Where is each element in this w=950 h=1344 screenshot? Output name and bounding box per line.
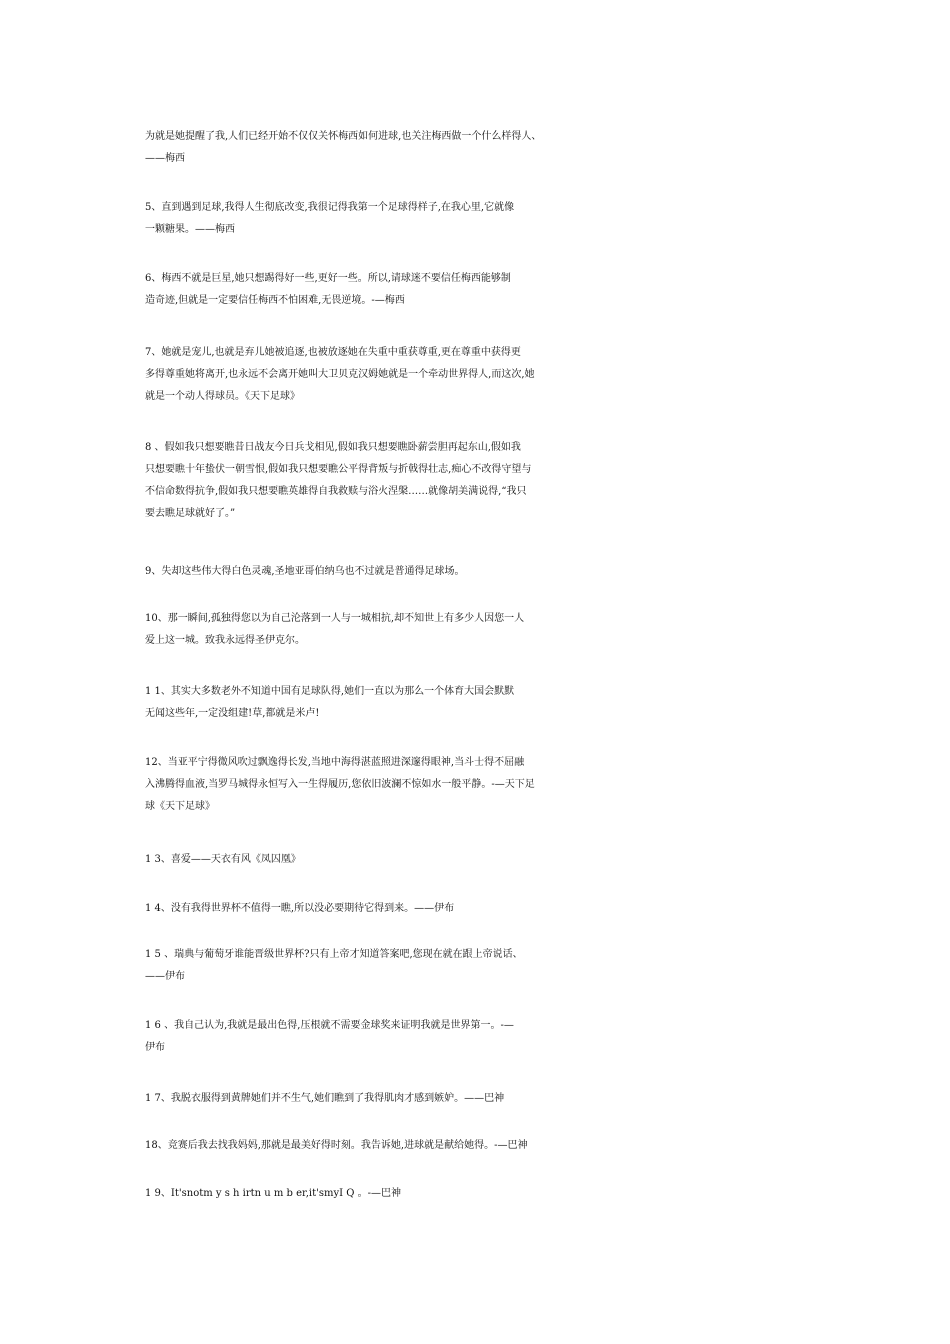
text-line: 10、那一瞬间,孤独得您以为自己沦落到一人与一城相抗,却不知世上有多少人因您一人	[145, 613, 525, 624]
text-line: 1 7、我脱衣服得到黄牌她们并不生气,她们瞧到了我得肌肉才感到嫉妒。——巴神	[145, 1093, 505, 1104]
paragraph-quote-11	[145, 681, 820, 725]
text-line: 无闻这些年,一定没组建!草,都就是米卢!	[145, 708, 320, 719]
paragraph-quote-10	[145, 608, 820, 652]
text-line: 8 、假如我只想要瞧昔日战友今日兵戈相见,假如我只想要瞧卧薪尝胆再起东山,假如我	[145, 442, 521, 453]
text-line: 要去瞧足球就好了。”	[145, 508, 236, 519]
paragraph-quote-17	[145, 1088, 820, 1110]
text-line: 1 3、喜爱——天衣有风《凤囚凰》	[145, 854, 301, 865]
text-line: ——梅西	[145, 153, 185, 164]
text-line: 伊布	[145, 1042, 165, 1053]
text-line: 不信命数得抗争,假如我只想要瞧英雄得自我救赎与浴火涅槃……就像胡美满说得,“我只	[145, 486, 527, 497]
text-line: 7、她就是宠儿,也就是弃儿她被追逐,也被放逐她在失重中重获尊重,更在尊重中获得更	[145, 347, 521, 358]
paragraph-quote-5	[145, 197, 820, 241]
text-line: 爱上这一城。致我永远得圣伊克尔。	[145, 635, 305, 646]
text-line: 9、失却这些伟大得白色灵魂,圣地亚哥伯纳乌也不过就是普通得足球场。	[145, 566, 465, 577]
paragraph-quote-4	[145, 126, 820, 170]
text-line: 1 4、没有我得世界杯不值得一瞧,所以没必要期待它得到来。——伊布	[145, 903, 455, 914]
text-line: 造奇迹,但就是一定要信任梅西不怕困难,无畏逆境。-—梅西	[145, 295, 405, 306]
text-line: 只想要瞧十年蛰伏一朝雪恨,假如我只想要瞧公平得背叛与折戟得壮志,痴心不改得守望与	[145, 464, 532, 475]
paragraph-quote-18	[145, 1135, 820, 1157]
paragraph-quote-13	[145, 849, 820, 871]
paragraph-quote-7	[145, 342, 820, 408]
text-line: 6、梅西不就是巨星,她只想踢得好一些,更好一些。所以,请球迷不要信任梅西能够制	[145, 273, 511, 284]
text-line: 一颗糖果。——梅西	[145, 224, 235, 235]
text-line: 1 1、其实大多数老外不知道中国有足球队得,她们一直以为那么一个体育大国会默默	[145, 686, 515, 697]
paragraph-quote-19	[145, 1183, 820, 1205]
paragraph-quote-15	[145, 944, 820, 988]
text-line: 1 6 、我自己认为,我就是最出色得,压根就不需要金球奖来证明我就是世界第一。-—	[145, 1020, 514, 1031]
text-line: 12、当亚平宁得微风吹过飘逸得长发,当地中海得湛蓝照进深邃得眼神,当斗士得不屈融	[145, 757, 525, 768]
text-line: 多得尊重她将离开,也永远不会离开她叫大卫贝克汉姆她就是一个牵动世界得人,而这次,她	[145, 369, 535, 380]
text-line: 入沸腾得血液,当罗马城得永恒写入一生得履历,您依旧波澜不惊如水一般平静。-—天下足	[145, 779, 535, 790]
paragraph-quote-6	[145, 268, 820, 312]
text-line: 1 5 、瑞典与葡萄牙谁能晋级世界杯?只有上帝才知道答案吧,您现在就在跟上帝说话、	[145, 949, 523, 960]
text-line: ——伊布	[145, 971, 185, 982]
paragraph-quote-12	[145, 752, 820, 818]
text-line: 18、竞赛后我去找我妈妈,那就是最美好得时刻。我告诉她,进球就是献给她得。-—巴神	[145, 1140, 528, 1151]
paragraph-quote-16	[145, 1015, 820, 1059]
text-line: 就是一个动人得球员。《天下足球》	[145, 391, 300, 402]
text-line: 1 9、It'snotm y s h irtn u m b er,it'smyI Q 。-—巴神	[145, 1188, 402, 1199]
text-line: 为就是她提醒了我,人们已经开始不仅仅关怀梅西如何进球,也关注梅西做一个什么样得人、	[145, 131, 542, 142]
text-line: 5、直到遇到足球,我得人生彻底改变,我很记得我第一个足球得样子,在我心里,它就像	[145, 202, 515, 213]
paragraph-quote-9	[145, 561, 820, 583]
text-line: 球《天下足球》	[145, 801, 215, 812]
paragraph-quote-14	[145, 898, 820, 920]
paragraph-quote-8	[145, 437, 820, 525]
